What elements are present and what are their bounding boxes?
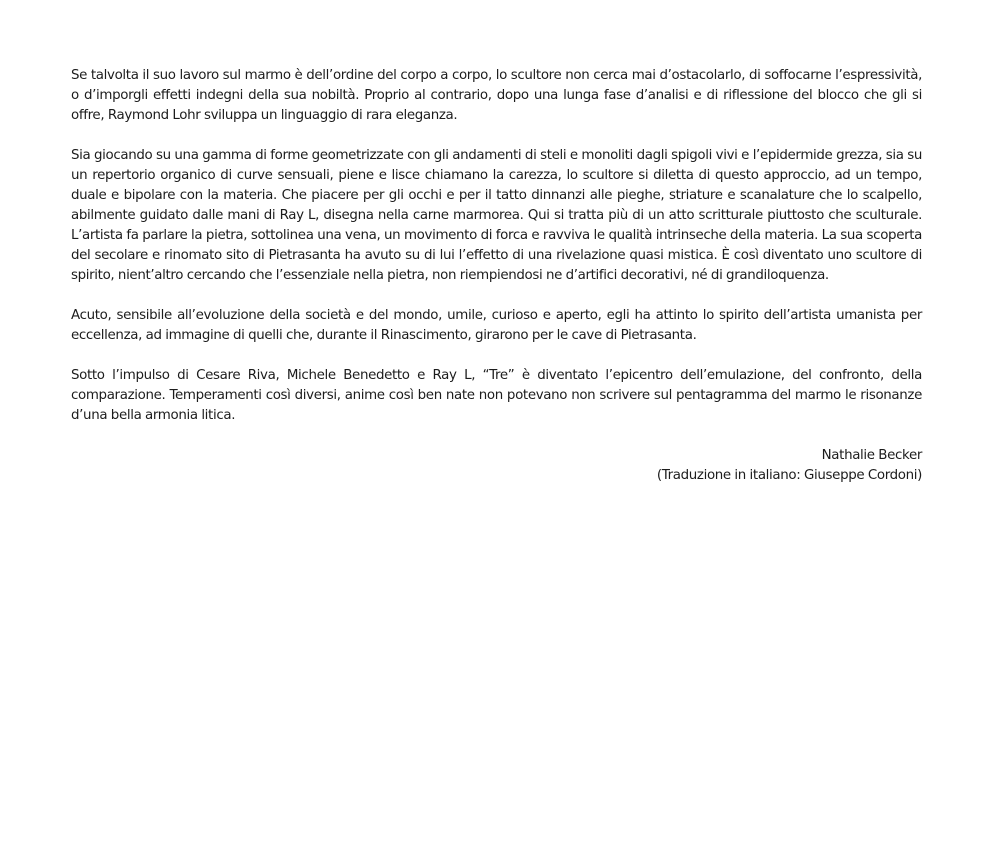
translation-credit: (Traduzione in italiano: Giuseppe Cordoni) bbox=[656, 468, 922, 483]
paragraph-3: Acuto, sensibile all’evoluzione della società e del mondo, umile, curioso e aperto, egli ha attinto lo spirito dell’artista umanista per eccellenza, ad immagine di quelli che, durante il Rinascimento, girarono per le cave di Pietrasanta. bbox=[71, 308, 922, 343]
paragraph-2: Sia giocando su una gamma di forme geometrizzate con gli andamenti di steli e monoliti dagli spigoli vivi e l’epidermide grezza, sia su un repertorio organico di curve sensuali, piene e lisce chiamano la carezza, lo scultore si diletta di questo approccio, ad un tempo, duale e bipolare con la materia. Che piacere per gli occhi e per il tatto dinnanzi alle pieghe, striature e scanalature che lo scalpello, abilmente guidato dalle mani di Ray L, disegna nella carne marmorea. Qui si tratta più di un atto scritturale piuttosto che sculturale. L’artista fa parlare la pietra, sottolinea una vena, un movimento di forca e ravviva le qualità intrinseche della materia. La sua scoperta del secolare e rinomato sito di Pietrasanta ha avuto su di lui l’effetto di una rivelazione quasi mistica. È così diventato uno scultore di spirito, nient’altro cercando che l’essenziale nella pietra, non riempiendosi ne d’artifici decorativi, né di grandiloquenza. bbox=[71, 148, 922, 283]
document-page bbox=[71, 66, 922, 486]
signature-block bbox=[71, 446, 922, 486]
paragraph-1: Se talvolta il suo lavoro sul marmo è dell’ordine del corpo a corpo, lo scultore non cerca mai d’ostacolarlo, di soffocarne l’espressività, o d’imporgli effetti indegni della sua nobiltà. Proprio al contrario, dopo una lunga fase d’analisi e di riflessione del blocco che gli si offre, Raymond Lohr sviluppa un linguaggio di rara eleganza. bbox=[71, 68, 922, 123]
author-name: Nathalie Becker bbox=[821, 448, 922, 463]
paragraph-4: Sotto l’impulso di Cesare Riva, Michele Benedetto e Ray L, “Tre” è diventato l’epicentro dell’emulazione, del confronto, della comparazione. Temperamenti così diversi, anime così ben nate non potevano non scrivere sul pentagramma del marmo le risonanze d’una bella armonia litica. bbox=[71, 368, 922, 423]
